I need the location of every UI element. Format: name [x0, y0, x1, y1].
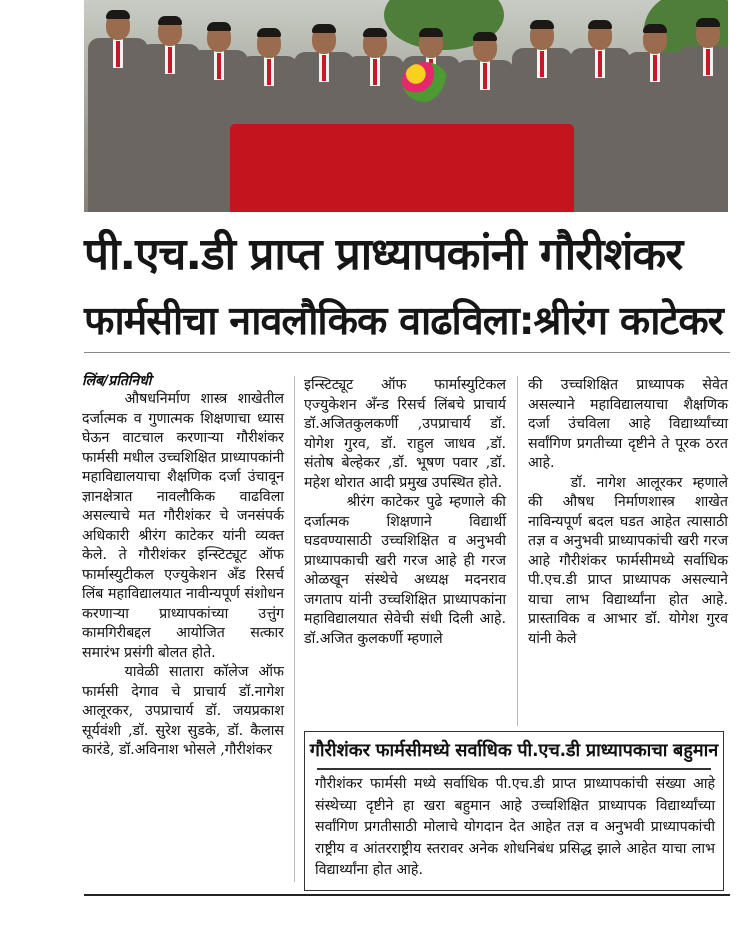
paragraph: श्रीरंग काटेकर पुढे म्हणाले की दर्जात्मक शिक्षणाने विद्यार्थी घडवण्यासाठी उच्चशिक्षित व अनुभवी प्राध्यापकाची खरी गरज आहे ही गरज ओळखून संस्थेचे अध्यक्ष मदनराव जगताप यांनी उच्चशिक्षित प्राध्यापकांना महाविद्यालयात सेवेची संधी दिली आहे. डॉ.अजित कुलकर्णी म्हणाले — [304, 494, 506, 647]
article-column-2 — [304, 376, 506, 649]
flower-bouquet — [402, 62, 448, 102]
article-column-3 — [528, 376, 728, 649]
headline-divider — [84, 352, 730, 353]
person — [88, 12, 148, 212]
paragraph: औषधनिर्माण शास्त्र शाखेतील दर्जात्मक व गुणात्मक शिक्षणाचा ध्यास घेऊन वाटचाल करणाऱ्या गौरीशंकर फार्मसी मधील उच्चशिक्षित प्राध्यापकांनी महाविद्यालयाचा शैक्षणिक दर्जा उंचावून ज्ञानक्षेत्रात नावलौकिक वाढविला असल्याचे मत गौरीशंकर चे जनसंपर्क अधिकारी श्रीरंग काटेकर यांनी व्यक्त केले. ते गौरीशंकर इन्स्टिट्यूट ऑफ फार्मास्युटीकल एज्युकेशन अँड रिसर्च लिंब महाविद्यालयात नावीन्यपूर्ण संशोधन करणाऱ्या प्राध्यापकांच्या उत्तुंग कामगिरीबद्दल आयोजित सत्कार समारंभ प्रसंगी बोलत होते. — [82, 391, 284, 661]
column-divider — [517, 376, 518, 726]
news-photo — [84, 0, 728, 212]
headline-line-2: फार्मसीचा नावलौकिक वाढविला:श्रीरंग काटेकर — [84, 298, 723, 344]
box-body: गौरीशंकर फार्मसी मध्ये सर्वाधिक पी.एच.डी प्राप्त प्राध्यापकांची संख्या आहे संस्थेच्या दृष्टीने हा खरा बहुमान आहे उच्चशिक्षित प्राध्यापक विद्यार्थ्यांच्या सर्वांगिण प्रगतीसाठी मोलाचे योगदान देत आहेत तज्ञ व अनुभवी प्राध्यापकांची राष्ट्रीय व आंतरराष्ट्रीय स्तरावर अनेक शोधनिबंध प्रसिद्ध झाले आहेत याचा लाभ विद्यार्थ्यांना होत आहे. — [315, 776, 715, 878]
headline-line-1: पी.एच.डी प्राप्त प्राध्यापकांनी गौरीशंकर — [84, 229, 683, 280]
article-column-1 — [82, 372, 284, 761]
box-title: गौरीशंकर फार्मसीमध्ये सर्वाधिक पी.एच.डी प्राध्यापकाचा बहुमान — [305, 738, 723, 762]
person — [626, 26, 684, 212]
highlight-box — [304, 731, 724, 891]
bottom-rule — [84, 894, 730, 896]
byline: लिंब/प्रतिनिधी — [82, 373, 152, 389]
paragraph: यावेळी सातारा कॉलेज ऑफ फार्मसी देगाव चे प्राचार्य डॉ.नागेश आलूरकर, उपप्राचार्य डॉ. जयप्रकाश सूर्यवंशी ,डॉ. सुरेश सुडके, डॉ. कैलास कारंडे, डॉ.अविनाश भोसले ,गौरीशंकर — [82, 664, 284, 758]
paragraph: डॉ. नागेश आलूरकर म्हणाले की औषध निर्माणशास्त्र शाखेत नाविन्यपूर्ण बदल घडत आहेत त्यासाठी तज्ञ व अनुभवी प्राध्यापकांची खरी गरज आहे गौरीशंकर फार्मसीमध्ये सर्वाधिक पी.एच.डी प्राप्त प्राध्यापक असल्याने याचा लाभ विद्यार्थ्यांना होत आहे. प्रास्ताविक व आभार डॉ. योगेश गुरव यांनी केले — [528, 474, 728, 647]
paragraph: इन्स्टिट्यूट ऑफ फार्मास्युटिकल एज्युकेशन अँन्ड रिसर्च लिंबचे प्राचार्य डॉ.अजितकुलकर्णी ,उपप्राचार्य डॉ. योगेश गुरव, डॉ. राहुल जाधव ,डॉ. संतोष बेल्हेकर ,डॉ. भूषण पवार ,डॉ. महेश थोरात आदी प्रमुख उपस्थित होते. — [304, 377, 506, 491]
person — [678, 20, 728, 212]
paragraph: की उच्चशिक्षित प्राध्यापक सेवेत असल्याने महाविद्यालयाचा शैक्षणिक दर्जा उंचविला आहे विद्यार्थ्यांच्या सर्वांगिण प्रगतीच्या दृष्टीने ते पूरक ठरत आहे. — [528, 377, 728, 471]
red-table — [230, 124, 574, 212]
person — [570, 22, 630, 212]
column-divider — [294, 376, 295, 882]
